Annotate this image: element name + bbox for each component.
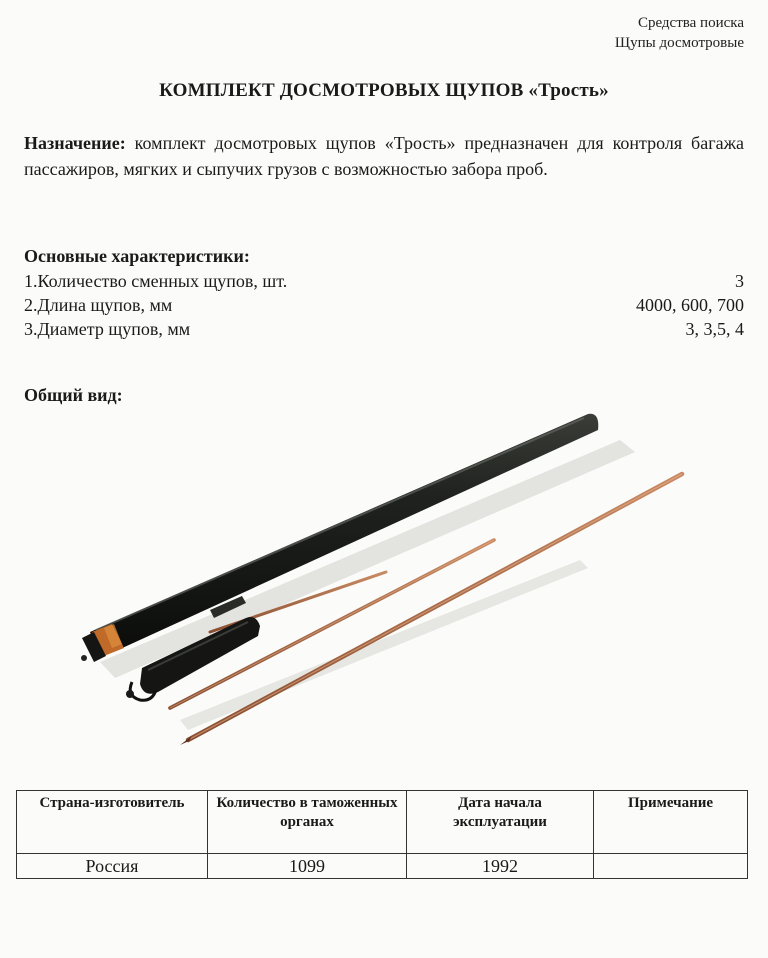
cell-country: Россия — [17, 854, 208, 879]
cell-quantity: 1099 — [208, 854, 407, 879]
purpose-text: комплект досмотровых щупов «Трость» предназначен для контроля багажа пассажиров, мягких и сыпучих грузов с возможностью забора проб. — [24, 133, 744, 179]
table-row — [17, 854, 748, 879]
header-quantity: Количество в таможенных органах — [208, 791, 407, 854]
characteristic-value: 3 — [735, 271, 744, 291]
characteristic-value: 4000, 600, 700 — [636, 295, 744, 315]
characteristic-label: 2.Длина щупов, мм — [24, 295, 173, 315]
header-category: Средства поиска — [637, 15, 744, 31]
characteristic-label: 1.Количество сменных щупов, шт. — [24, 271, 288, 291]
characteristic-row — [24, 317, 744, 341]
photo-shadows — [100, 440, 635, 730]
purpose-label: Назначение: — [24, 133, 126, 153]
characteristic-value: 3, 3,5, 4 — [685, 319, 744, 339]
header-category-block — [615, 13, 744, 53]
cane-tube — [81, 414, 598, 662]
info-table — [16, 790, 748, 879]
characteristic-row — [24, 293, 744, 317]
characteristic-row — [24, 269, 744, 293]
characteristic-label: 3.Диаметр щупов, мм — [24, 319, 191, 339]
header-note: Примечание — [594, 791, 748, 854]
header-subcategory: Щупы досмотровые — [614, 35, 744, 51]
header-country: Страна-изготовитель — [17, 791, 208, 854]
document-title: КОМПЛЕКТ ДОСМОТРОВЫХ ЩУПОВ «Трость» — [159, 80, 609, 101]
purpose-paragraph — [24, 130, 744, 182]
probe-kit-photo — [60, 400, 720, 770]
characteristics-list — [24, 269, 744, 341]
table-header-row — [17, 791, 748, 854]
cell-start-date: 1992 — [407, 854, 594, 879]
header-start-date: Дата начала эксплуатации — [407, 791, 594, 854]
characteristics-heading: Основные характеристики: — [24, 246, 250, 266]
general-view-heading: Общий вид: — [24, 385, 123, 405]
cell-note — [594, 854, 748, 879]
